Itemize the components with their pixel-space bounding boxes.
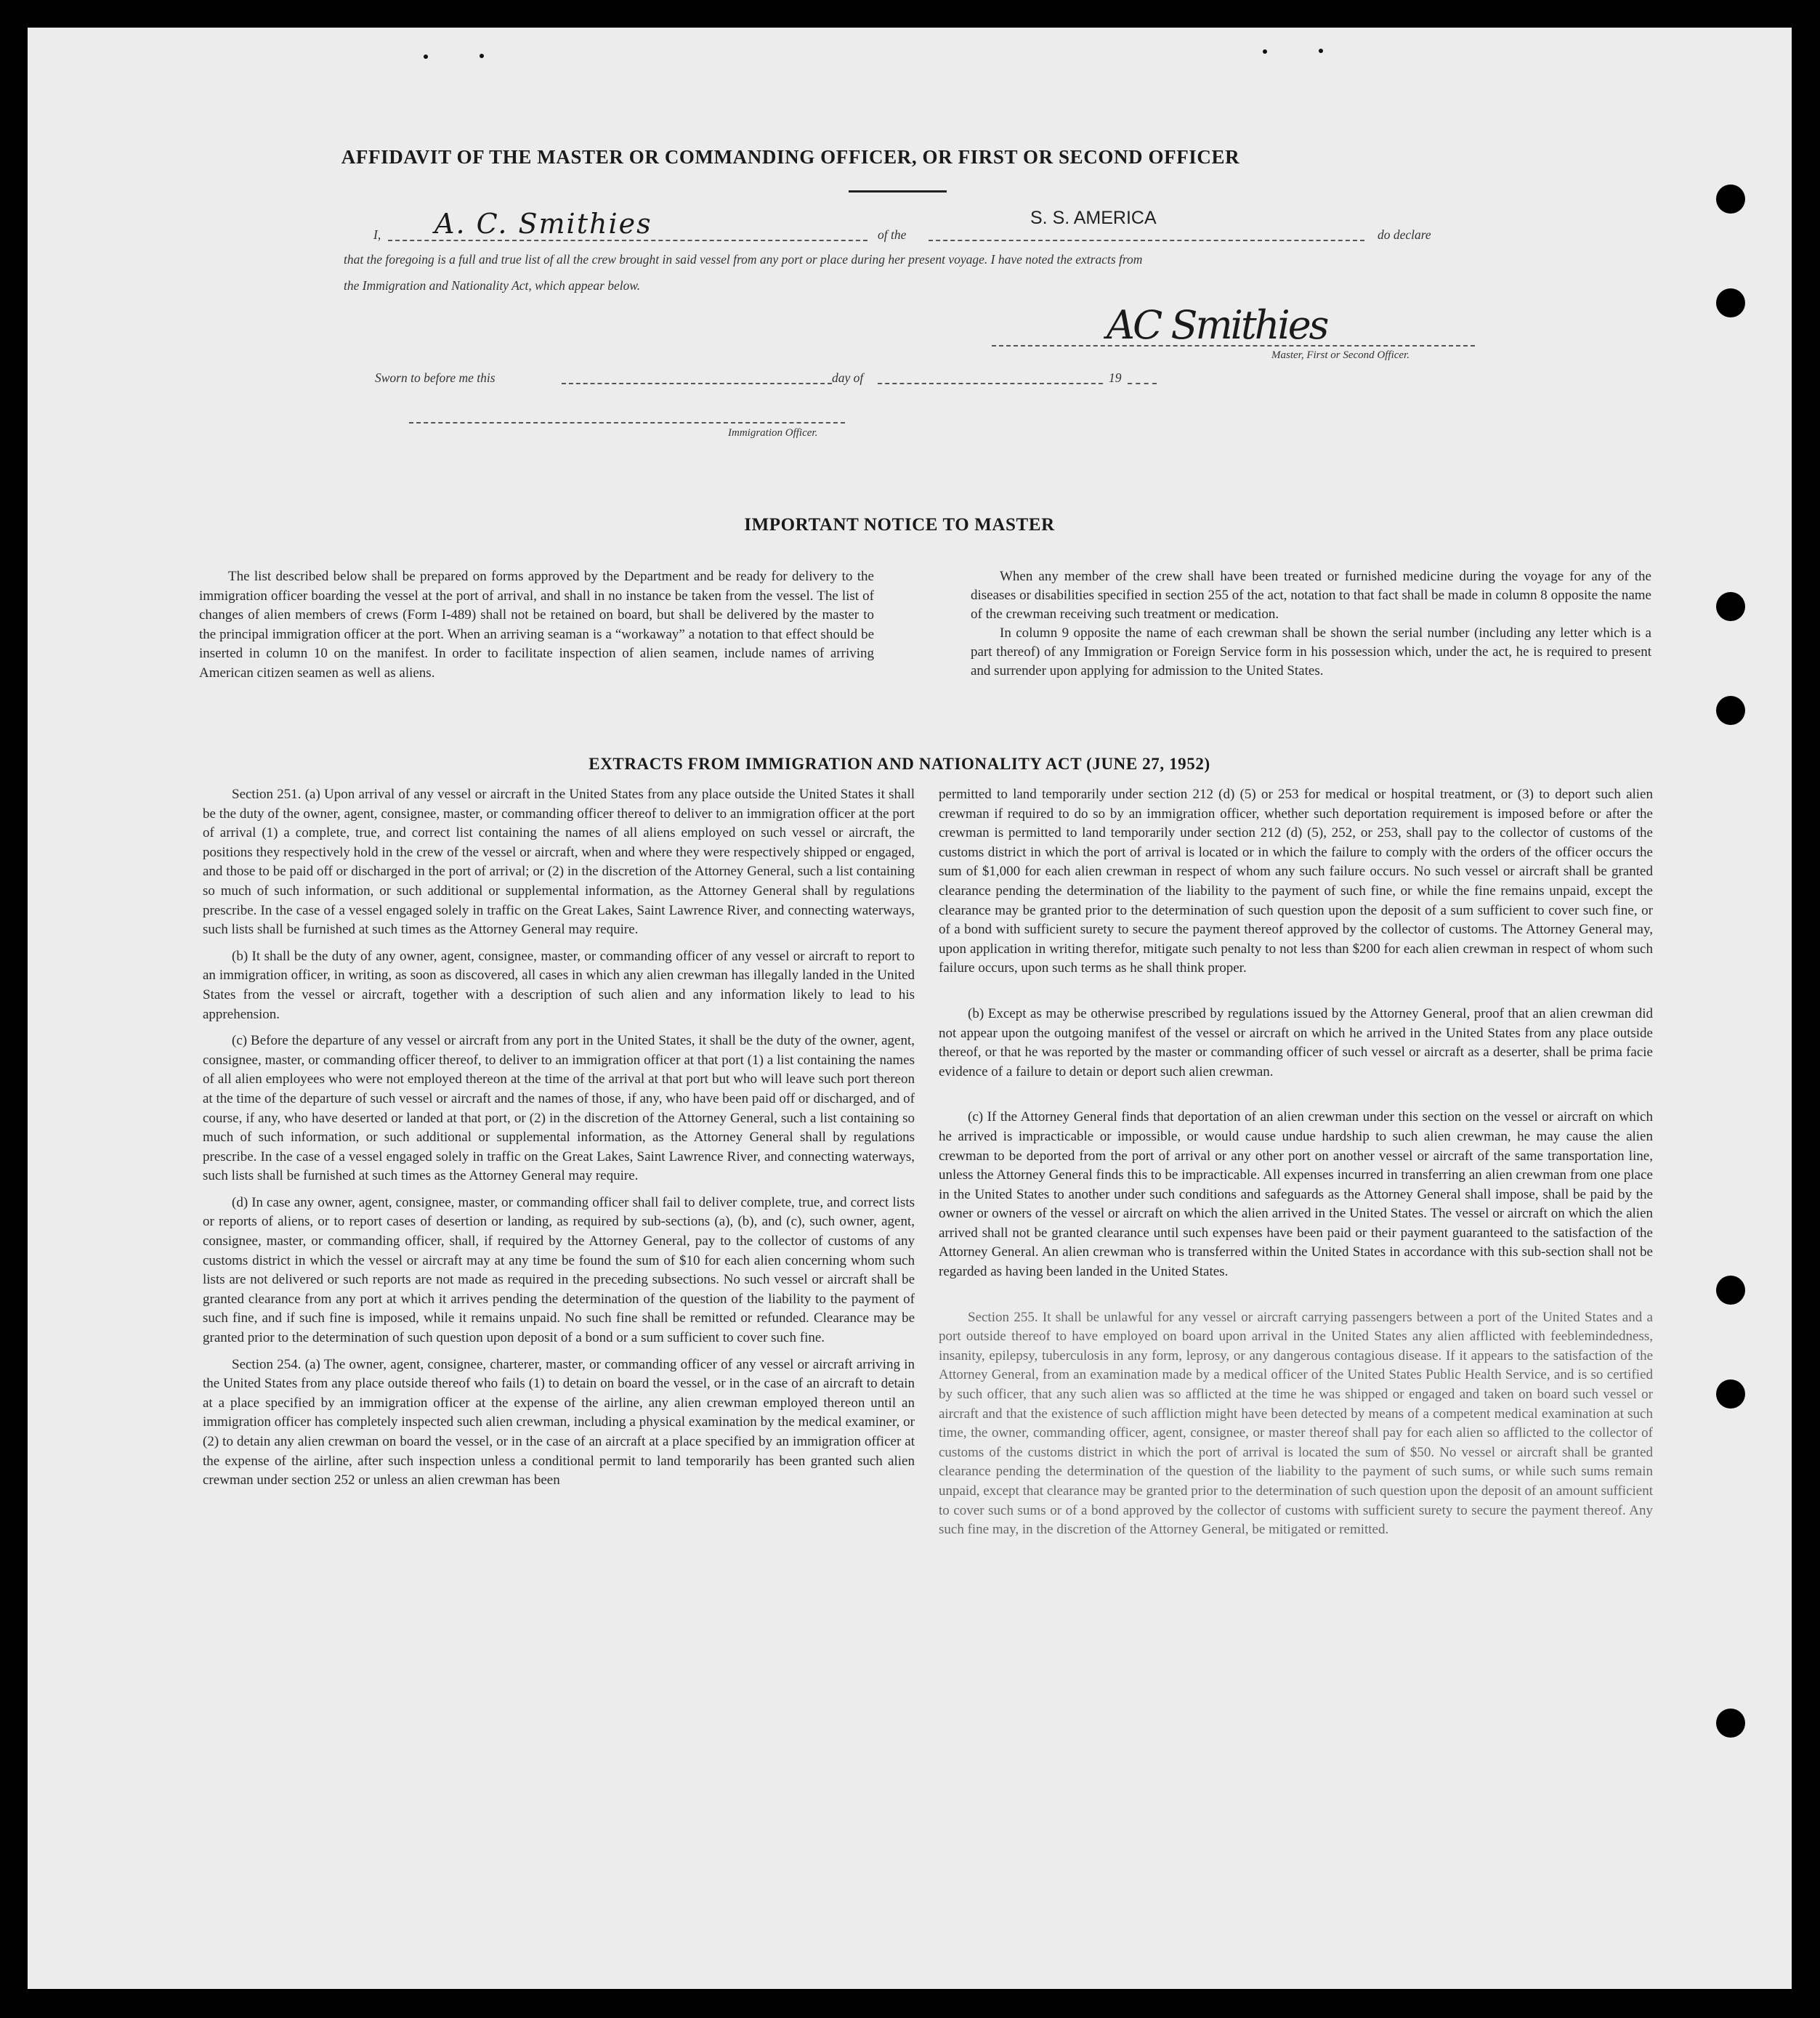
- vessel-line: [929, 240, 1364, 241]
- notice-right-paragraph: In column 9 opposite the name of each crewman shall be shown the serial number (including any letter which is a part thereof) of any Immigration or Foreign Service form in his possession which, under the act, he is required to present and surrender upon applying for admission to the United States.: [971, 625, 1651, 678]
- scan-speck: [1319, 49, 1323, 53]
- extracts-right-paragraph: (c) If the Attorney General finds that deportation of an alien crewman under this section on the vessel or aircraft on which he arrived is impracticable or impossible, or would cause undue hardship to such alien crewman, he may cause the alien crewman to be deported from the port of arrival or any other port on another vessel or aircraft of the same transportation line, unless the Attorney General finds this to be impracticable. All expenses incurred in transferring an alien crewman from one place in the United States to another under such conditions and safeguards as the Attorney General shall impose, shall be paid by the owner or owners of the vessel or aircraft on which the alien arrived in the United States. The vessel or aircraft on which the alien arrived shall not be granted clearance until such expenses have been paid or their payment guaranteed to the satisfaction of the Attorney General. An alien crewman who is transferred within the United States in accordance with this sub-section shall not be regarded as having been landed in the United States.: [939, 1109, 1653, 1280]
- sworn-month-line: [878, 383, 1103, 384]
- notice-title: IMPORTANT NOTICE TO MASTER: [744, 515, 1055, 535]
- prefix-i: I,: [373, 227, 381, 242]
- vessel-name: S. S. AMERICA: [1030, 208, 1157, 228]
- do-declare-label: do declare: [1378, 227, 1431, 242]
- sworn-year: 19: [1109, 370, 1122, 385]
- extracts-left-paragraph: Section 251. (a) Upon arrival of any vessel or aircraft in the United States from any place outside the United States it shall be the duty of the owner, agent, consignee, master, or commanding officer thereof to deliver to an immigration officer at the port of arrival (1) a complete, true, and correct list containing the names of all aliens employed on such vessel or aircraft, the positions they respectively hold in the crew of the vessel or aircraft, when and where they were respectively shipped or engaged, and those to be paid off or discharged in the port of arrival; or (2) in the discretion of the Attorney General, such a list containing so much of such information, or such additional or supplemental information, as the Attorney General shall by regulations prescribe. In the case of a vessel engaged solely in traffic on the Great Lakes, Saint Lawrence River, and connecting waterways, such lists shall be furnished at such times as the Attorney General may require.: [203, 787, 915, 938]
- notice-right-paragraph: When any member of the crew shall have been treated or furnished medicine during the voyage for any of the diseases or disabilities specified in section 255 of the act, notation to that fact shall be made in column 8 opposite the name of the crewman receiving such treatment or medication.: [971, 569, 1651, 622]
- notice-left-column: [199, 567, 874, 684]
- extracts-left-paragraph: Section 254. (a) The owner, agent, consignee, charterer, master, or commanding officer of any vessel or aircraft arriving in the United States from any place outside thereof who fails (1) to detain on board the vessel, or in the case of an aircraft to detain at a place specified by an immigration officer at the expense of the airline, any alien crewman employed thereon until an immigration officer has completely inspected such alien crewman, including a physical examination by the medical examiner, or (2) to detain any alien crewman on board the vessel, or in the case of an aircraft at a place specified by an immigration officer at the expense of the airline, after such inspection unless a conditional permit to land temporarily has been granted such alien crewman under section 252 or unless an alien crewman has been: [203, 1356, 915, 1488]
- binder-hole: [1716, 696, 1745, 725]
- extracts-right-paragraph: permitted to land temporarily under section 212 (d) (5) or 253 for medical or hospital treatment, or (3) to deport such alien crewman if required to do so by an immigration officer, whether such deportation requirement is imposed before or after the crewman is permitted to land temporarily under section 212 (d) (5), 252, or 253, shall pay to the collector of customs of the customs district in which the port of arrival is located or in which the failure to comply with the orders of the officer occurs the sum of $1,000 for each alien crewman in respect of whom any such failure occurs. No such vessel or aircraft shall be granted clearance pending the determination of the liability to the payment of such fine, or while the fine remains unpaid, except the clearance may be granted prior to the determination of such question upon the deposit of a sum sufficient to cover such fine, or of a bond with sufficient surety to secure the payment thereof approved by the collector of customs. The Attorney General may, upon application in writing therefor, mitigate such penalty to not less than $200 for each alien crewman in respect of whom such failure occurs, upon such terms as he shall think proper.: [939, 787, 1653, 976]
- binder-hole: [1716, 1709, 1745, 1738]
- binder-hole: [1716, 1379, 1745, 1409]
- of-the-label: of the: [878, 227, 907, 242]
- binder-hole: [1716, 592, 1745, 621]
- extracts-left-paragraph: (d) In case any owner, agent, consignee, master, or commanding officer shall fail to deliver complete, true, and correct lists or reports of aliens, or to report cases of desertion or landing, as required by sub-sections (a), (b), and (c), such owner, agent, consignee, master, or commanding officer, shall, if required by the Attorney General, pay to the collector of customs of any customs district in which the vessel or aircraft may at any time be found the sum of $10 for each alien concerning whom such lists are not delivered or such reports are not made as required in the preceding subsections. No such vessel or aircraft shall be granted clearance from any port at which it arrives pending the determination of the question of the liability to the payment of such fine, and if such fine is imposed, while it remains unpaid. No such fine shall be remitted or refunded. Clearance may be granted prior to the determination of such question upon deposit of a bond or a sum sufficient to cover such fine.: [203, 1194, 915, 1346]
- signature-caption: Master, First or Second Officer.: [1271, 349, 1410, 361]
- declaration-line-1: that the foregoing is a full and true list of all the crew brought in said vessel from any port or place during her present voyage. I have noted the extracts from: [344, 252, 1143, 267]
- handwritten-name: A. C. Smithies: [434, 208, 652, 240]
- signature: AC Smithies: [1107, 302, 1327, 348]
- sworn-day-line: [562, 383, 832, 384]
- officer-line: [409, 422, 845, 424]
- extracts-right-paragraph: Section 255. It shall be unlawful for any vessel or aircraft carrying passengers between a port of the United States and a port outside thereof to have employed on board upon arrival in the United States any alien afflicted with feeblemindedness, insanity, epilepsy, tuberculosis in any form, leprosy, or any dangerous contagious disease. If it appears to the satisfaction of the Attorney General, from an examination made by a medical officer of the United States Public Health Service, and is so certified by such officer, that any such alien was so afflicted at the time he was shipped or engaged and taken on board such vessel or aircraft and that the existence of such affliction might have been detected by means of a competent medical examination at such time, the owner, commanding officer, agent, consignee, or master thereof shall pay for each alien so afflicted to the collector of customs of the customs district in which the port of arrival is located the sum of $50. No vessel or aircraft shall be granted clearance pending the determination of the question of the liability to the payment of such sums, or while such sums remain unpaid, except that clearance may be granted prior to the determination of such question upon the deposit of an amount sufficient to cover such sums or of a bond approved by the collector of customs with sufficient surety to secure the payment thereof. Any such fine may, in the discretion of the Attorney General, be mitigated or remitted.: [939, 1309, 1653, 1538]
- notice-right-column: [971, 567, 1651, 681]
- scan-speck: [480, 54, 484, 58]
- extracts-left-column: [203, 785, 915, 1491]
- notice-left-paragraph: The list described below shall be prepared on forms approved by the Department and be ready for delivery to the immigration officer boarding the vessel at the port of arrival, and shall in no instance be taken from the vessel. The list of changes of alien members of crews (Form I-489) shall not be retained on board, but shall be delivered by the master to the principal immigration officer at the port. When an arriving seaman is a “workaway” a notation to that effect should be inserted in column 10 on the manifest. In order to facilitate inspection of alien seamen, include names of arriving American citizen seamen as well as aliens.: [199, 569, 874, 681]
- extracts-right-column: [939, 785, 1653, 1540]
- sworn-prefix: Sworn to before me this: [375, 370, 496, 385]
- binder-hole: [1716, 288, 1745, 317]
- sworn-year-line: [1128, 383, 1157, 384]
- document-page: [28, 28, 1792, 1989]
- extracts-right-paragraph: (b) Except as may be otherwise prescribed by regulations issued by the Attorney General, proof that an alien crewman did not appear upon the outgoing manifest of the vessel or aircraft on which he arrived in the United States from any place outside thereof, or that he was reported by the master or commanding officer of such vessel or aircraft as a deserter, shall be prima facie evidence of a failure to detain or deport such alien crewman.: [939, 1005, 1653, 1079]
- scan-speck: [424, 54, 428, 59]
- extracts-left-paragraph: (c) Before the departure of any vessel or aircraft from any port in the United States, it shall be the duty of the owner, agent, consignee, master, or commanding officer thereof, to deliver to an immigration officer at that port (1) a list containing the names of all alien employees who were not employed thereon at the time of the arrival at that port but who will leave such port thereon at the time of the departure of such vessel or aircraft and the names of those, if any, who have been paid off or discharged, and of course, if any, who have deserted or landed at that port, or (2) in the discretion of the Attorney General, such a list containing so much of such information, or such additional or supplemental information, as the Attorney General shall by regulations prescribe. In the case of a vessel engaged solely in traffic on the Great Lakes, Saint Lawrence River, and connecting waterways, such lists shall be furnished at such times as the Attorney General may require.: [203, 1033, 915, 1184]
- affidavit-title: AFFIDAVIT OF THE MASTER OR COMMANDING OFFICER, OR FIRST OR SECOND OFFICER: [341, 146, 1240, 168]
- declaration-line-2: the Immigration and Nationality Act, which appear below.: [344, 278, 641, 293]
- extracts-title: EXTRACTS FROM IMMIGRATION AND NATIONALITY ACT (JUNE 27, 1952): [589, 755, 1210, 773]
- scan-speck: [1263, 49, 1267, 54]
- binder-hole: [1716, 1276, 1745, 1305]
- extracts-left-paragraph: (b) It shall be the duty of any owner, agent, consignee, master, or commanding officer of any vessel or aircraft to report to an immigration officer, in writing, as soon as discovered, all cases in which any alien crewman has illegally landed in the United States from the vessel or aircraft, together with a description of such alien and any information likely to lead to his apprehension.: [203, 948, 915, 1022]
- binder-hole: [1716, 185, 1745, 214]
- name-line: [388, 240, 867, 241]
- title-rule: [849, 190, 947, 193]
- officer-caption: Immigration Officer.: [728, 427, 818, 439]
- sworn-day-label: day of: [832, 370, 864, 385]
